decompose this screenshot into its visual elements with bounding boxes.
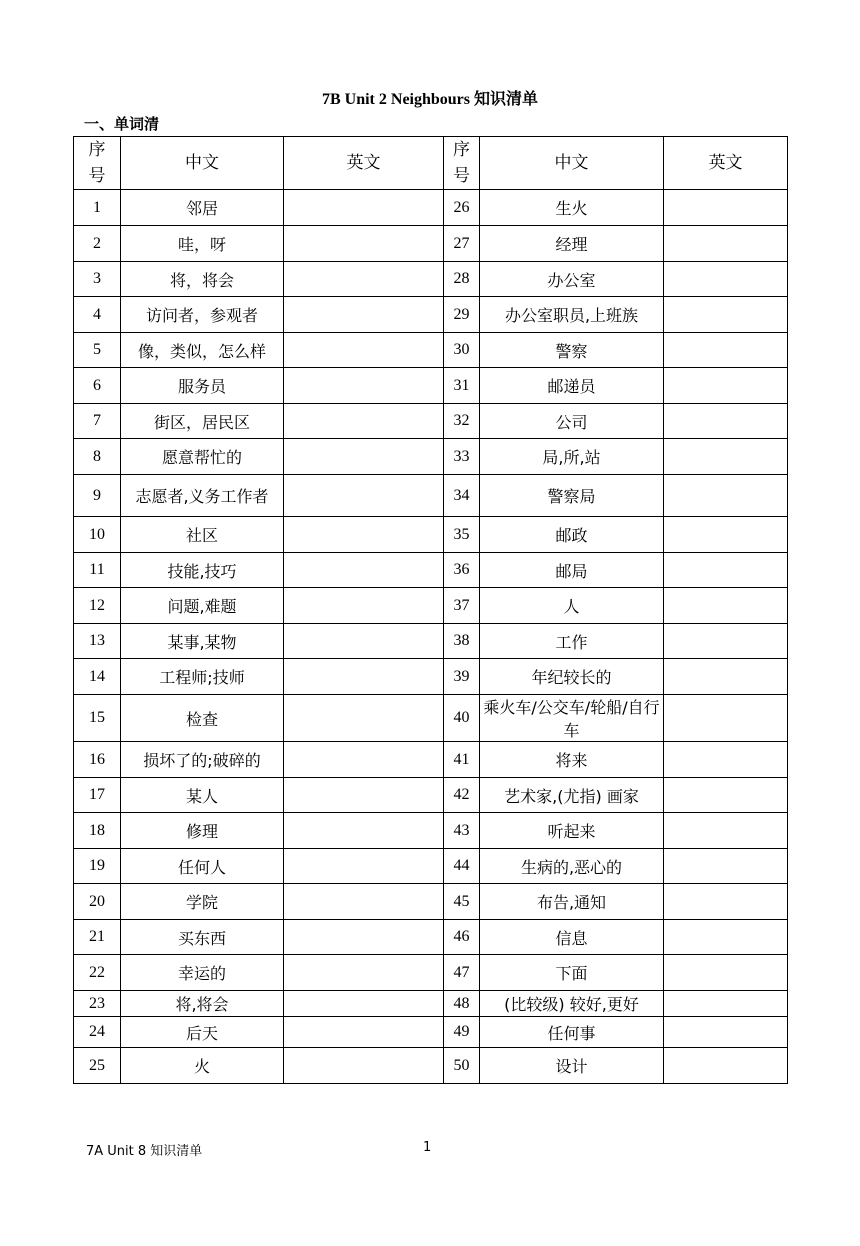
chinese-term: 像，类似，怎么样	[121, 333, 284, 368]
chinese-term: 艺术家,(尤指) 画家	[480, 778, 664, 813]
english-answer-cell	[284, 588, 444, 624]
english-answer-cell	[664, 991, 788, 1017]
english-answer-cell	[284, 333, 444, 368]
chinese-term: 局,所,站	[480, 439, 664, 475]
chinese-term: 设计	[480, 1048, 664, 1084]
chinese-term: 乘火车/公交车/轮船/自行车	[480, 695, 664, 742]
english-answer-cell	[664, 553, 788, 588]
english-answer-cell	[664, 439, 788, 475]
chinese-term: 服务员	[121, 368, 284, 404]
english-answer-cell	[284, 262, 444, 297]
chinese-term: 办公室	[480, 262, 664, 297]
header-chinese: 中文	[480, 137, 664, 190]
english-answer-cell	[664, 517, 788, 553]
header-index: 序号	[74, 137, 121, 190]
english-answer-cell	[664, 695, 788, 742]
english-answer-cell	[284, 742, 444, 778]
english-answer-cell	[284, 778, 444, 813]
table-row	[74, 695, 788, 742]
row-number: 42	[444, 778, 480, 813]
row-number: 21	[74, 920, 121, 955]
chinese-term: 社区	[121, 517, 284, 553]
chinese-term: 办公室职员,上班族	[480, 297, 664, 333]
table-row	[74, 553, 788, 588]
table-row	[74, 920, 788, 955]
english-answer-cell	[664, 262, 788, 297]
row-number: 30	[444, 333, 480, 368]
chinese-term: 街区，居民区	[121, 404, 284, 439]
row-number: 23	[74, 991, 121, 1017]
chinese-term: 将来	[480, 742, 664, 778]
table-row	[74, 624, 788, 659]
row-number: 11	[74, 553, 121, 588]
english-answer-cell	[284, 884, 444, 920]
chinese-term: 修理	[121, 813, 284, 849]
row-number: 4	[74, 297, 121, 333]
english-answer-cell	[664, 742, 788, 778]
chinese-term: 技能,技巧	[121, 553, 284, 588]
row-number: 35	[444, 517, 480, 553]
english-answer-cell	[284, 955, 444, 991]
row-number: 50	[444, 1048, 480, 1084]
chinese-term: 工程师;技师	[121, 659, 284, 695]
row-number: 44	[444, 849, 480, 884]
row-number: 10	[74, 517, 121, 553]
table-row	[74, 884, 788, 920]
english-answer-cell	[284, 813, 444, 849]
table-row	[74, 955, 788, 991]
header-english: 英文	[664, 137, 788, 190]
chinese-term: 警察局	[480, 475, 664, 517]
row-number: 9	[74, 475, 121, 517]
row-number: 45	[444, 884, 480, 920]
page-number: 1	[423, 1140, 432, 1155]
english-answer-cell	[284, 517, 444, 553]
english-answer-cell	[664, 1017, 788, 1048]
header-english: 英文	[284, 137, 444, 190]
english-answer-cell	[284, 475, 444, 517]
english-answer-cell	[284, 695, 444, 742]
english-answer-cell	[284, 1017, 444, 1048]
chinese-term: 邻居	[121, 190, 284, 226]
row-number: 26	[444, 190, 480, 226]
row-number: 14	[74, 659, 121, 695]
row-number: 19	[74, 849, 121, 884]
english-answer-cell	[284, 991, 444, 1017]
chinese-term: 警察	[480, 333, 664, 368]
english-answer-cell	[664, 884, 788, 920]
table-row	[74, 1048, 788, 1084]
table-row	[74, 778, 788, 813]
header-index: 序号	[444, 137, 480, 190]
table-row	[74, 742, 788, 778]
row-number: 34	[444, 475, 480, 517]
row-number: 29	[444, 297, 480, 333]
english-answer-cell	[284, 190, 444, 226]
chinese-term: 下面	[480, 955, 664, 991]
table-row	[74, 659, 788, 695]
english-answer-cell	[664, 813, 788, 849]
english-answer-cell	[664, 333, 788, 368]
chinese-term: 任何事	[480, 1017, 664, 1048]
english-answer-cell	[664, 659, 788, 695]
row-number: 3	[74, 262, 121, 297]
document-title: 7B Unit 2 Neighbours 知识清单	[321, 91, 539, 108]
chinese-term: 邮局	[480, 553, 664, 588]
chinese-term: 经理	[480, 226, 664, 262]
chinese-term: 后天	[121, 1017, 284, 1048]
chinese-term: 工作	[480, 624, 664, 659]
row-number: 7	[74, 404, 121, 439]
table-row	[74, 262, 788, 297]
table-row	[74, 439, 788, 475]
chinese-term: 生病的,恶心的	[480, 849, 664, 884]
chinese-term: 生火	[480, 190, 664, 226]
row-number: 13	[74, 624, 121, 659]
row-number: 12	[74, 588, 121, 624]
english-answer-cell	[664, 920, 788, 955]
english-answer-cell	[284, 226, 444, 262]
chinese-term: 志愿者,义务工作者	[121, 475, 284, 517]
table-row	[74, 517, 788, 553]
chinese-term: 信息	[480, 920, 664, 955]
chinese-term: 学院	[121, 884, 284, 920]
row-number: 47	[444, 955, 480, 991]
chinese-term: 年纪较长的	[480, 659, 664, 695]
chinese-term: 火	[121, 1048, 284, 1084]
row-number: 17	[74, 778, 121, 813]
english-answer-cell	[664, 404, 788, 439]
chinese-term: 某事,某物	[121, 624, 284, 659]
chinese-term: 问题,难题	[121, 588, 284, 624]
chinese-term: 某人	[121, 778, 284, 813]
row-number: 38	[444, 624, 480, 659]
row-number: 16	[74, 742, 121, 778]
row-number: 20	[74, 884, 121, 920]
english-answer-cell	[664, 588, 788, 624]
chinese-term: 访问者，参观者	[121, 297, 284, 333]
table-row	[74, 404, 788, 439]
table-row	[74, 475, 788, 517]
table-row	[74, 849, 788, 884]
english-answer-cell	[664, 368, 788, 404]
row-number: 5	[74, 333, 121, 368]
english-answer-cell	[664, 849, 788, 884]
english-answer-cell	[664, 297, 788, 333]
table-row	[74, 190, 788, 226]
row-number: 28	[444, 262, 480, 297]
english-answer-cell	[664, 226, 788, 262]
table-row	[74, 226, 788, 262]
row-number: 33	[444, 439, 480, 475]
row-number: 39	[444, 659, 480, 695]
chinese-term: (比较级) 较好,更好	[480, 991, 664, 1017]
table-row	[74, 991, 788, 1017]
english-answer-cell	[664, 778, 788, 813]
row-number: 48	[444, 991, 480, 1017]
table-row	[74, 588, 788, 624]
english-answer-cell	[664, 475, 788, 517]
row-number: 40	[444, 695, 480, 742]
chinese-term: 检查	[121, 695, 284, 742]
english-answer-cell	[284, 1048, 444, 1084]
row-number: 24	[74, 1017, 121, 1048]
table-row	[74, 297, 788, 333]
english-answer-cell	[664, 955, 788, 991]
english-answer-cell	[284, 624, 444, 659]
section-heading: 一、单词清	[84, 115, 160, 133]
chinese-term: 愿意帮忙的	[121, 439, 284, 475]
row-number: 8	[74, 439, 121, 475]
row-number: 6	[74, 368, 121, 404]
table-row	[74, 368, 788, 404]
row-number: 36	[444, 553, 480, 588]
row-number: 18	[74, 813, 121, 849]
footer-label: 7A Unit 8 知识清单	[86, 1144, 203, 1159]
chinese-term: 买东西	[121, 920, 284, 955]
chinese-term: 邮政	[480, 517, 664, 553]
chinese-term: 人	[480, 588, 664, 624]
chinese-term: 公司	[480, 404, 664, 439]
chinese-term: 任何人	[121, 849, 284, 884]
row-number: 41	[444, 742, 480, 778]
vocabulary-table	[73, 136, 788, 1084]
english-answer-cell	[284, 659, 444, 695]
chinese-term: 听起来	[480, 813, 664, 849]
row-number: 1	[74, 190, 121, 226]
row-number: 32	[444, 404, 480, 439]
english-answer-cell	[284, 368, 444, 404]
header-chinese: 中文	[121, 137, 284, 190]
english-answer-cell	[664, 624, 788, 659]
table-header-row	[74, 137, 788, 190]
chinese-term: 将，将会	[121, 262, 284, 297]
english-answer-cell	[284, 404, 444, 439]
english-answer-cell	[664, 1048, 788, 1084]
chinese-term: 幸运的	[121, 955, 284, 991]
row-number: 49	[444, 1017, 480, 1048]
row-number: 46	[444, 920, 480, 955]
chinese-term: 哇，呀	[121, 226, 284, 262]
row-number: 27	[444, 226, 480, 262]
english-answer-cell	[664, 190, 788, 226]
row-number: 25	[74, 1048, 121, 1084]
english-answer-cell	[284, 849, 444, 884]
table-row	[74, 1017, 788, 1048]
english-answer-cell	[284, 439, 444, 475]
table-row	[74, 333, 788, 368]
chinese-term: 损坏了的;破碎的	[121, 742, 284, 778]
chinese-term: 布告,通知	[480, 884, 664, 920]
english-answer-cell	[284, 553, 444, 588]
row-number: 43	[444, 813, 480, 849]
row-number: 22	[74, 955, 121, 991]
table-row	[74, 813, 788, 849]
chinese-term: 将,将会	[121, 991, 284, 1017]
row-number: 37	[444, 588, 480, 624]
chinese-term: 邮递员	[480, 368, 664, 404]
english-answer-cell	[284, 297, 444, 333]
row-number: 15	[74, 695, 121, 742]
english-answer-cell	[284, 920, 444, 955]
row-number: 31	[444, 368, 480, 404]
row-number: 2	[74, 226, 121, 262]
